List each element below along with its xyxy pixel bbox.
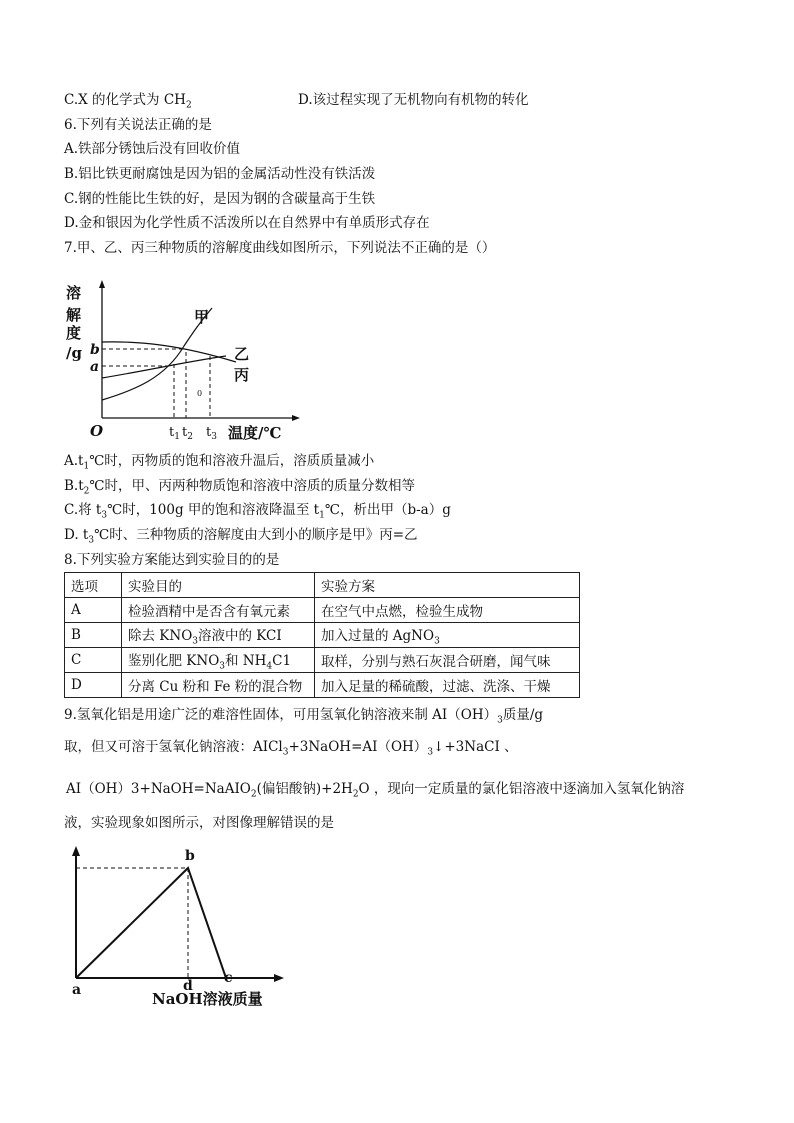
cell-option: A — [65, 598, 122, 623]
cell-plan: 加入足量的稀硫酸，过滤、洗涤、干燥 — [315, 673, 580, 698]
table-row — [65, 598, 580, 623]
x-axis-arrow — [274, 974, 284, 982]
q7-option-d: D. $t_3℃$时、三种物质的溶解度由大到小的顺序是甲》丙=乙 — [64, 527, 418, 546]
cell-goal: 除去 $KNO_3$溶液中的 KCI — [122, 623, 315, 648]
q7-option-b: $B.t_2℃$时，甲、丙两种物质饱和溶液中溶质的质量分数相等 — [64, 478, 415, 497]
curve-yi — [102, 356, 226, 378]
point-label-a: a — [72, 982, 82, 998]
cell-option: C — [65, 648, 122, 673]
label-jia: 甲 — [194, 308, 210, 326]
point-label-c: c — [224, 970, 233, 986]
y-tick-b: b — [90, 342, 100, 358]
x-axis-label: NaOH溶液质量 — [152, 990, 263, 1008]
q7-stem: 7.甲、乙、丙三种物质的溶解度曲线如图所示，下列说法不正确的是（） — [64, 240, 496, 256]
label-yi: 乙 — [234, 345, 250, 363]
x-tick-t3: $t_3$ — [206, 425, 217, 442]
q9-line-4: 液，实验现象如图所示，对图像理解错误的是 — [64, 815, 334, 831]
point-label-b: b — [185, 848, 195, 864]
origin-label: O — [90, 422, 104, 440]
q7-option-c: C.将 $t_3℃$时，100g 甲的饱和溶液降温至 $t_1℃$，析出甲（b-a）g — [64, 502, 451, 521]
x-axis-arrow — [292, 415, 300, 421]
q5-option-d: D.该过程实现了无机物向有机物的转化 — [298, 92, 529, 108]
solubility-chart — [60, 278, 320, 443]
precipitate-line — [76, 868, 226, 978]
q6-option-c: C.钢的性能比生铁的好，是因为钢的含碳量高于生铁 — [64, 191, 376, 207]
precipitate-chart — [66, 842, 286, 1014]
cell-plan: 在空气中点燃，检验生成物 — [315, 598, 580, 623]
q8-table — [64, 572, 580, 698]
table-header-row — [65, 573, 580, 598]
cell-option: D — [65, 673, 122, 698]
point-label-d: d — [183, 978, 193, 994]
y-axis-arrow — [99, 280, 105, 288]
q6-option-a: A.铁部分锈蚀后没有回收价值 — [64, 141, 241, 157]
table-row — [65, 623, 580, 648]
label-bing: 丙 — [234, 366, 250, 384]
q9-line-3: AI（OH）3+NaOH=NaAIO$_2$(偏铝酸钠)$+2H_2O$ ，现向一定质量的氯化铝溶液中逐滴加入氢氧化钠溶 — [66, 781, 685, 800]
y-label-char-3: 度 — [66, 324, 82, 342]
cell-plan: 加入过量的 AgNO$_3$ — [315, 623, 580, 648]
header-option: 选项 — [65, 573, 122, 598]
curve-bing — [102, 342, 236, 362]
header-goal: 实验目的 — [122, 573, 315, 598]
y-label-char-4: /g — [66, 344, 82, 362]
cell-goal: 检验酒精中是否含有氧元素 — [122, 598, 315, 623]
q6-stem: 6.下列有关说法正确的是 — [64, 117, 212, 133]
q8-stem: 8.下列实验方案能达到实验目的的是 — [64, 552, 280, 568]
x-tick-t2: $t_2$ — [182, 425, 193, 442]
y-axis-arrow — [72, 846, 80, 856]
y-label-char-1: 溶 — [66, 284, 82, 302]
x-tick-t1: $t_1$ — [169, 425, 180, 442]
cell-goal: 分离 Cu 粉和 Fe 粉的混合物 — [122, 673, 315, 698]
q5-option-c: C.X 的化学式为 $CH_2$ — [64, 92, 192, 111]
cell-plan: 取样，分别与熟石灰混合研磨，闻气味 — [315, 648, 580, 673]
q6-option-d: D.金和银因为化学性质不活泼所以在自然界中有单质形式存在 — [64, 215, 430, 231]
x-axis-label: 温度/℃ — [228, 424, 282, 442]
q6-option-b: B.铝比铁更耐腐蚀是因为铝的金属活动性没有铁活泼 — [64, 166, 376, 182]
cell-option: B — [65, 623, 122, 648]
y-label-char-2: 解 — [66, 306, 82, 324]
table-row — [65, 673, 580, 698]
zero-mark: 0 — [197, 389, 203, 398]
table-row — [65, 648, 580, 673]
header-plan: 实验方案 — [315, 573, 580, 598]
cell-goal: 鉴别化肥 $KNO_3$和 $NH_4C1$ — [122, 648, 315, 673]
y-tick-a: a — [90, 359, 100, 375]
q9-line-1: 9.氢氧化铝是用途广泛的难溶性固体，可用氢氧化钠溶液来制 $AI(OH)_3$质量/g — [64, 707, 544, 726]
q9-line-2: 取，但又可溶于氢氧化钠溶液：$AICl_3+3NaOH=AI(OH)_3↓+3NaCI$ 、 — [64, 739, 518, 758]
q7-option-a: $A.t_1℃$时，丙物质的饱和溶液升温后，溶质质量减小 — [64, 453, 375, 472]
